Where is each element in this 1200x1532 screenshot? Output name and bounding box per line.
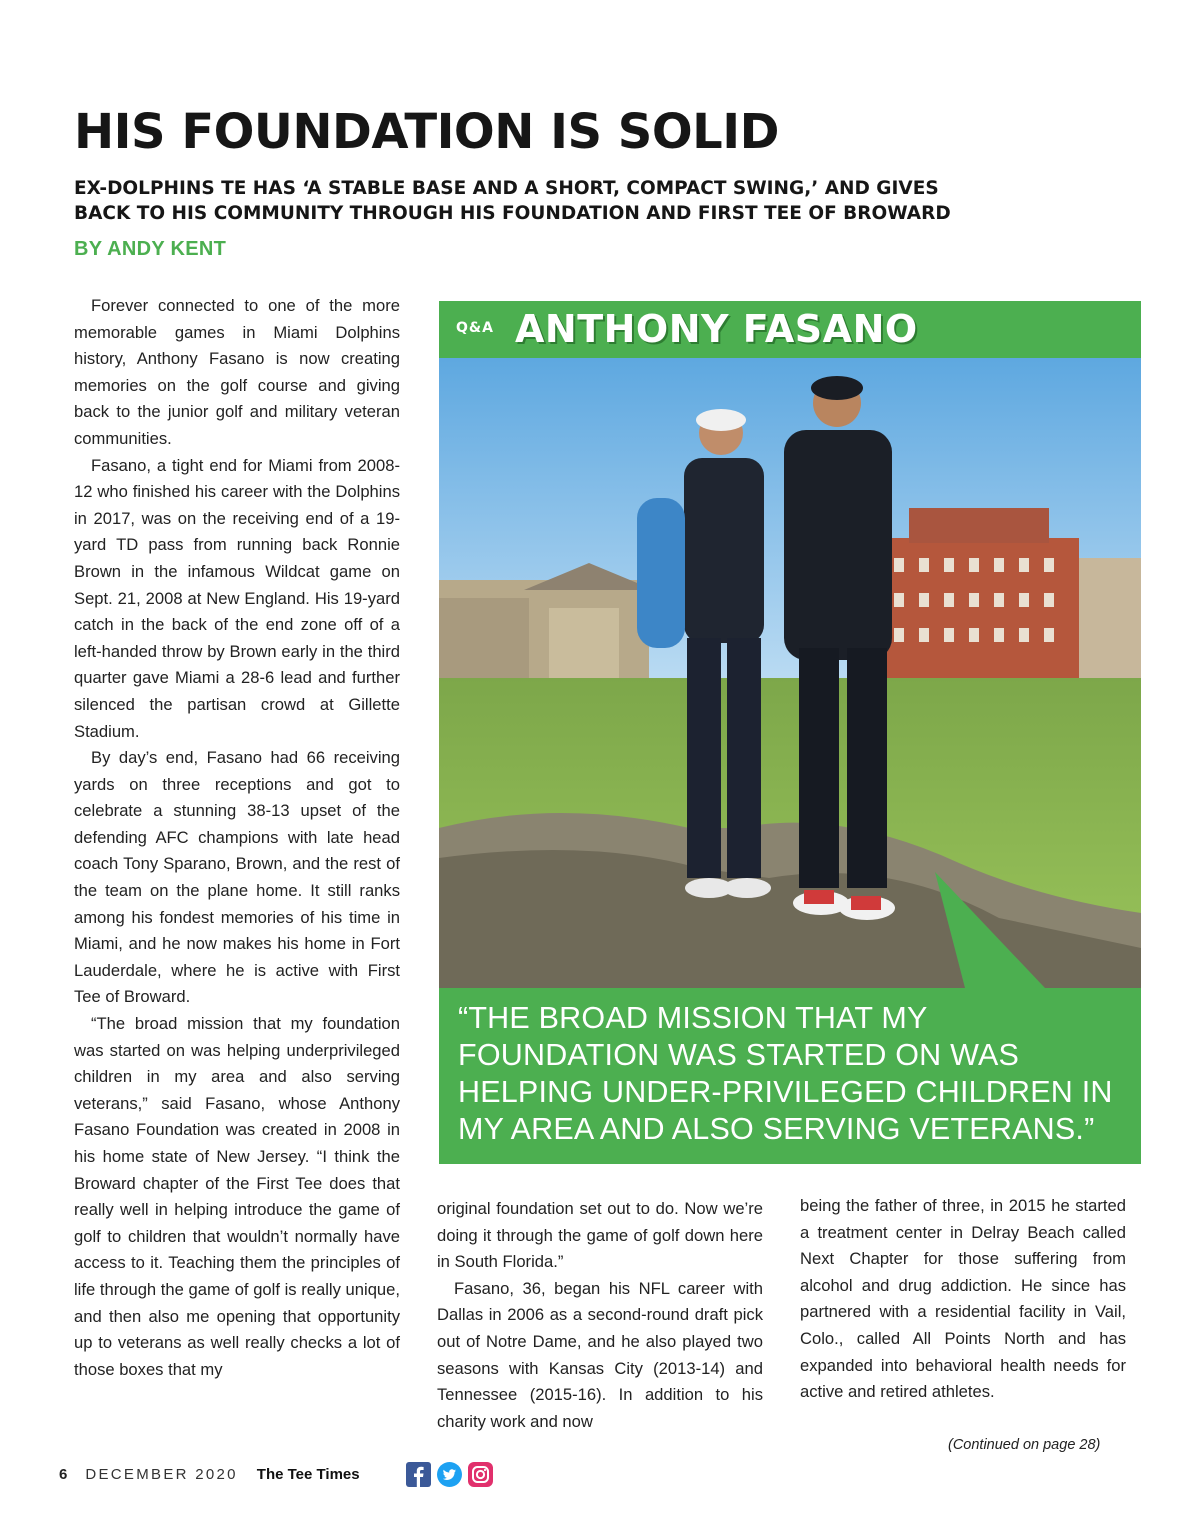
social-links [406, 1462, 493, 1487]
paragraph: original foundation set out to do. Now we’re doing it through the game of golf down here in South Florida.” [437, 1199, 763, 1272]
page-number: 6 [59, 1465, 68, 1483]
issue-date: DECEMBER 2020 [85, 1465, 238, 1483]
qa-banner [439, 301, 1141, 358]
page-footer [59, 1462, 493, 1486]
continued-note: (Continued on page 28) [948, 1437, 1101, 1453]
paragraph: being the father of three, in 2015 he started a treatment center in Delray Beach called Next Chapter for those suffering from alcohol and drug addiction. He since has partnered with a residential facility in Vail, Colo., called All Points North and has expanded into behavioral health needs for active and retired athletes. [800, 1196, 1126, 1402]
paragraph: Fasano, 36, began his NFL career with Dallas in 2006 as a second-round draft pick out of Notre Dame, and he also played two seasons with Kansas City (2013-14) and Tennessee (2015-16). In addition to his charity work and now [437, 1278, 763, 1431]
pull-quote: “THE BROAD MISSION THAT MY FOUNDATION WAS STARTED ON WAS HELPING UNDER-PRIVILEGED CHILDREN IN MY AREA AND ALSO SERVING VETERANS.” [458, 1001, 1113, 1146]
twitter-icon[interactable] [437, 1462, 462, 1487]
qa-label: Q&A [456, 320, 494, 336]
deck [74, 176, 1134, 226]
headline: HIS FOUNDATION IS SOLID [74, 104, 779, 160]
instagram-icon[interactable] [468, 1462, 493, 1487]
paragraph: Forever connected to one of the more memorable games in Miami Dolphins history, Anthony Fasano is now creating memories on the golf course and giving back to the junior golf and military veteran communities. [74, 296, 400, 448]
facebook-icon[interactable] [406, 1462, 431, 1487]
byline: BY ANDY KENT [74, 238, 227, 260]
deck-line: EX-DOLPHINS TE HAS ‘A STABLE BASE AND A SHORT, COMPACT SWING,’ AND GIVES [74, 178, 939, 199]
qa-name: ANTHONY FASANO [515, 307, 918, 351]
paragraph: Fasano, a tight end for Miami from 2008-12 who finished his career with the Dolphins in 2017, was on the receiving end of a 19-yard TD pass from running back Ronnie Brown in the infamous Wildcat game on Sept. 21, 2008 at New England. His 19-yard catch in the back of the end zone off of a left-handed throw by Brown early in the third quarter gave Miami a 28-6 lead and further silenced the partisan crowd at Gillette Stadium. [74, 455, 400, 741]
body-column-1 [74, 293, 400, 1383]
pull-quote-box [439, 988, 1141, 1164]
body-column-3 [800, 1193, 1126, 1406]
body-column-2 [437, 1196, 763, 1435]
quote-pointer [935, 872, 1045, 992]
paragraph: “The broad mission that my foundation was started on was helping underprivileged children in my area and also serving veterans,” said Fasano, whose Anthony Fasano Foundation was created in 2008 in his home state of New Jersey. “I think the Broward chapter of the First Tee does that really well in helping introduce the game of golf to children that wouldn’t normally have access to it. Teaching them the principles of life through the game of golf is really unique, and then also me opening that opportunity up to veterans as well really checks a lot of those boxes that my [74, 1014, 400, 1379]
deck-line: BACK TO HIS COMMUNITY THROUGH HIS FOUNDATION AND FIRST TEE OF BROWARD [74, 203, 951, 224]
magazine-name: The Tee Times [256, 1465, 360, 1483]
paragraph: By day’s end, Fasano had 66 receiving yards on three receptions and got to celebrate a stunning 38-13 upset of the defending AFC champions with late head coach Tony Sparano, Brown, and the rest of the team on the plane home. It still ranks among his fondest memories of his time in Miami, and he now makes his home in Fort Lauderdale, where he is active with First Tee of Broward. [74, 748, 400, 1007]
